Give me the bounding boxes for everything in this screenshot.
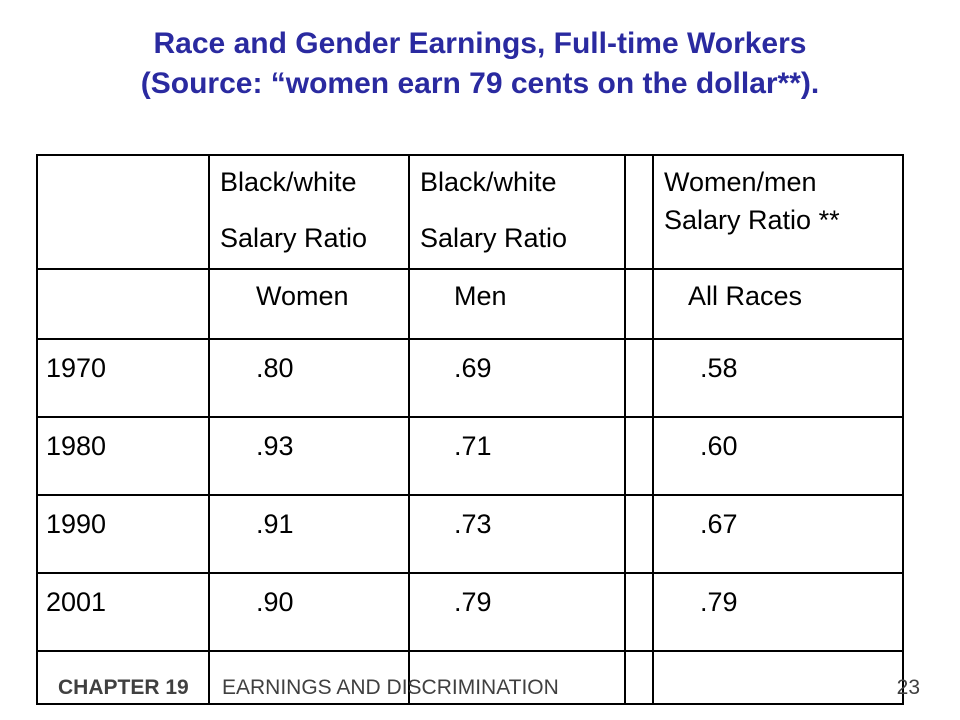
men-ratio-cell: .73 <box>409 495 625 573</box>
year-cell: 1990 <box>37 495 209 573</box>
page-number: 23 <box>896 676 920 699</box>
table-row <box>37 573 903 651</box>
all-races-ratio-cell: .58 <box>653 339 903 417</box>
women-ratio-cell: .90 <box>209 573 409 651</box>
header-cell-black-white-men <box>409 155 625 269</box>
header-cell-women-men <box>653 155 903 269</box>
subheader-cell-empty <box>37 269 209 339</box>
year-cell: 2001 <box>37 573 209 651</box>
men-ratio-cell: .79 <box>409 573 625 651</box>
header-cell-black-white-women <box>209 155 409 269</box>
all-races-ratio-cell: .67 <box>653 495 903 573</box>
spacer-cell <box>625 417 653 495</box>
women-ratio-cell: .80 <box>209 339 409 417</box>
header-label: Salary Ratio <box>220 223 368 253</box>
subheader-label: Men <box>454 281 507 311</box>
slide-footer <box>0 676 960 700</box>
table-row <box>37 495 903 573</box>
all-races-ratio-cell: .60 <box>653 417 903 495</box>
subheader-cell-all-races <box>653 269 903 339</box>
subheader-label: All Races <box>688 281 803 311</box>
earnings-ratio-table <box>36 154 904 705</box>
women-ratio-cell: .91 <box>209 495 409 573</box>
year-cell: 1980 <box>37 417 209 495</box>
spacer-cell <box>625 573 653 651</box>
women-ratio-cell: .93 <box>209 417 409 495</box>
header-label: Salary Ratio <box>420 223 568 253</box>
slide-title <box>40 24 920 104</box>
spacer-cell <box>625 155 653 269</box>
table-row <box>37 339 903 417</box>
footer-subject: EARNINGS AND DISCRIMINATION <box>222 676 559 699</box>
header-label: Salary Ratio ** <box>664 205 840 235</box>
title-line-2: (Source: “women earn 79 cents on the dollar**). <box>140 67 820 100</box>
year-cell: 1970 <box>37 339 209 417</box>
spacer-cell <box>625 339 653 417</box>
men-ratio-cell: .71 <box>409 417 625 495</box>
spacer-cell <box>625 269 653 339</box>
header-label: Black/white <box>220 167 357 197</box>
all-races-ratio-cell: .79 <box>653 573 903 651</box>
table-subheader-row <box>37 269 903 339</box>
spacer-cell <box>625 495 653 573</box>
subheader-cell-men <box>409 269 625 339</box>
table-header-row <box>37 155 903 269</box>
footer-chapter: CHAPTER 19 <box>58 676 189 699</box>
header-label: Black/white <box>420 167 557 197</box>
men-ratio-cell: .69 <box>409 339 625 417</box>
header-label: Women/men <box>664 167 817 197</box>
subheader-label: Women <box>256 281 349 311</box>
subheader-cell-women <box>209 269 409 339</box>
header-cell-empty <box>37 155 209 269</box>
table-row <box>37 417 903 495</box>
title-line-1: Race and Gender Earnings, Full-time Workers <box>153 27 807 60</box>
